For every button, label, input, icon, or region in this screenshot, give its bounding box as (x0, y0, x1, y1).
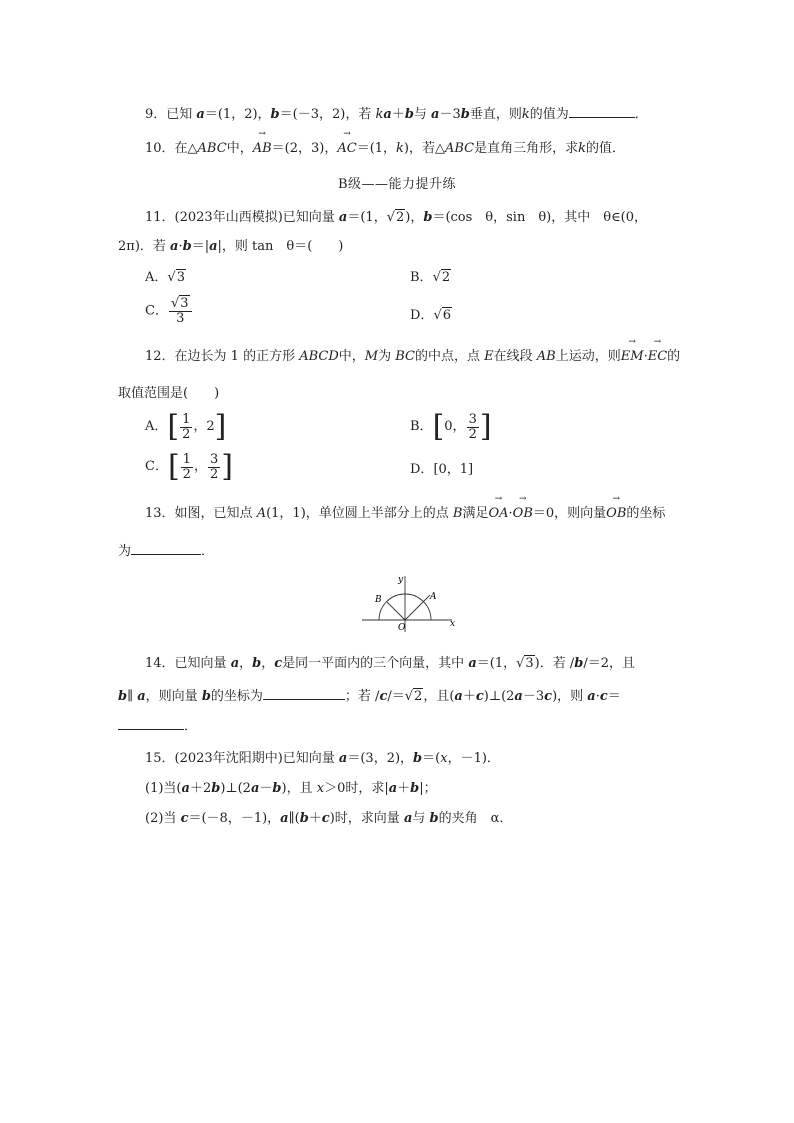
question-number: 10． (145, 141, 175, 156)
option-c[interactable]: C． $\frac{√3}{3}$ (145, 297, 193, 326)
vector-ec: → EC (648, 348, 667, 366)
y-axis-label: y (398, 575, 404, 585)
point-a-label: A (430, 592, 437, 602)
vector-ab: → AB (253, 140, 272, 158)
answer-blank[interactable] (263, 686, 345, 700)
question-10: 10．在△ABC中，→ AB＝(2，3)，→ AC＝(1，k)，若△ABC是直角三角形，求k的值． (145, 140, 625, 158)
option-b[interactable]: B．√2 (410, 270, 451, 285)
point-b-label: B (375, 595, 382, 605)
option-d[interactable]: D．[0，1] (410, 462, 474, 477)
option-b[interactable]: B．[0， $\frac{3}{2}$ ] (410, 409, 492, 444)
question-15-part-1: (1)当(a＋2b)⊥(2a－b)，且 x＞0时，求|a＋b|； (145, 781, 437, 796)
question-number: 13． (145, 506, 175, 521)
option-a[interactable]: A．√3 (145, 270, 185, 285)
vector-ob: → OB (513, 505, 533, 523)
question-14-line-3: ． (118, 716, 197, 736)
option-a[interactable]: A．[ $\frac{1}{2}$ ，2] (145, 409, 227, 444)
question-number: 14． (145, 656, 175, 671)
answer-blank[interactable] (131, 541, 201, 555)
question-15: 15．(2023年沈阳期中)已知向量 a＝(3，2)，b＝(x，－1)． (145, 751, 500, 766)
section-title: B级——能力提升练 (337, 177, 457, 192)
answer-blank[interactable] (569, 104, 635, 118)
vector-oa: → OA (488, 505, 508, 523)
vector-em: → EM (621, 348, 644, 366)
question-number: 12． (145, 349, 175, 364)
question-9: 9．已知 a＝(1，2)，b＝(－3，2)，若 ka＋b与 a－3b垂直，则k的值为 ． (145, 104, 648, 124)
question-13: 13．如图，已知点 A(1，1)，单位圆上半部分上的点 B满足→ OA·→ OB＝0，则向量→ OB的坐标 (145, 505, 665, 523)
vector-ac: → AC (337, 140, 356, 158)
question-14: 14．已知向量 a，b，c是同一平面内的三个向量，其中 a＝(1，√3)．若 /b/＝2，且 (145, 656, 636, 671)
question-number: 15． (145, 751, 175, 766)
origin-label: O (398, 623, 406, 633)
segment-ob (387, 602, 405, 620)
unit-circle-figure (360, 572, 460, 634)
vector-ob: → OB (606, 505, 626, 523)
sqrt-expression: √2 (386, 210, 405, 225)
question-13-line-2: 为 ． (118, 541, 214, 561)
segment-oa (405, 595, 430, 620)
question-14-line-2: b∥ a，则向量 b的坐标为 ；若 /c/＝√2，且(a＋c)⊥(2a－3c)，则 a·c＝ (118, 686, 621, 706)
question-15-part-2: (2)当 c＝(－8，－1)，a∥(b＋c)时，求向量 a与 b的夹角 α． (145, 811, 513, 826)
answer-blank[interactable] (118, 716, 184, 730)
option-d[interactable]: D．√6 (410, 308, 452, 323)
question-11: 11．(2023年山西模拟)已知向量 a＝(1，√2)，b＝(cos θ，sin θ)，其中 θ∈(0， (145, 210, 648, 225)
question-number: 11． (145, 210, 175, 225)
fraction: $\frac{√3}{3}$ (169, 297, 192, 326)
x-axis-label: x (450, 619, 456, 629)
question-11-line-2: 2π)．若 a·b＝|a|，则 tan θ＝( ) (118, 239, 344, 254)
option-c[interactable]: C．[ $\frac{1}{2}$ ， $\frac{3}{2}$ ] (145, 449, 233, 484)
question-12-line-2: 取值范围是( ) (118, 386, 220, 401)
question-number: 9． (145, 107, 167, 122)
question-12: 12．在边长为 1 的正方形 ABCD中，M为 BC的中点，点 E在线段 AB上运动，则→ EM·→ EC的 (145, 348, 680, 366)
